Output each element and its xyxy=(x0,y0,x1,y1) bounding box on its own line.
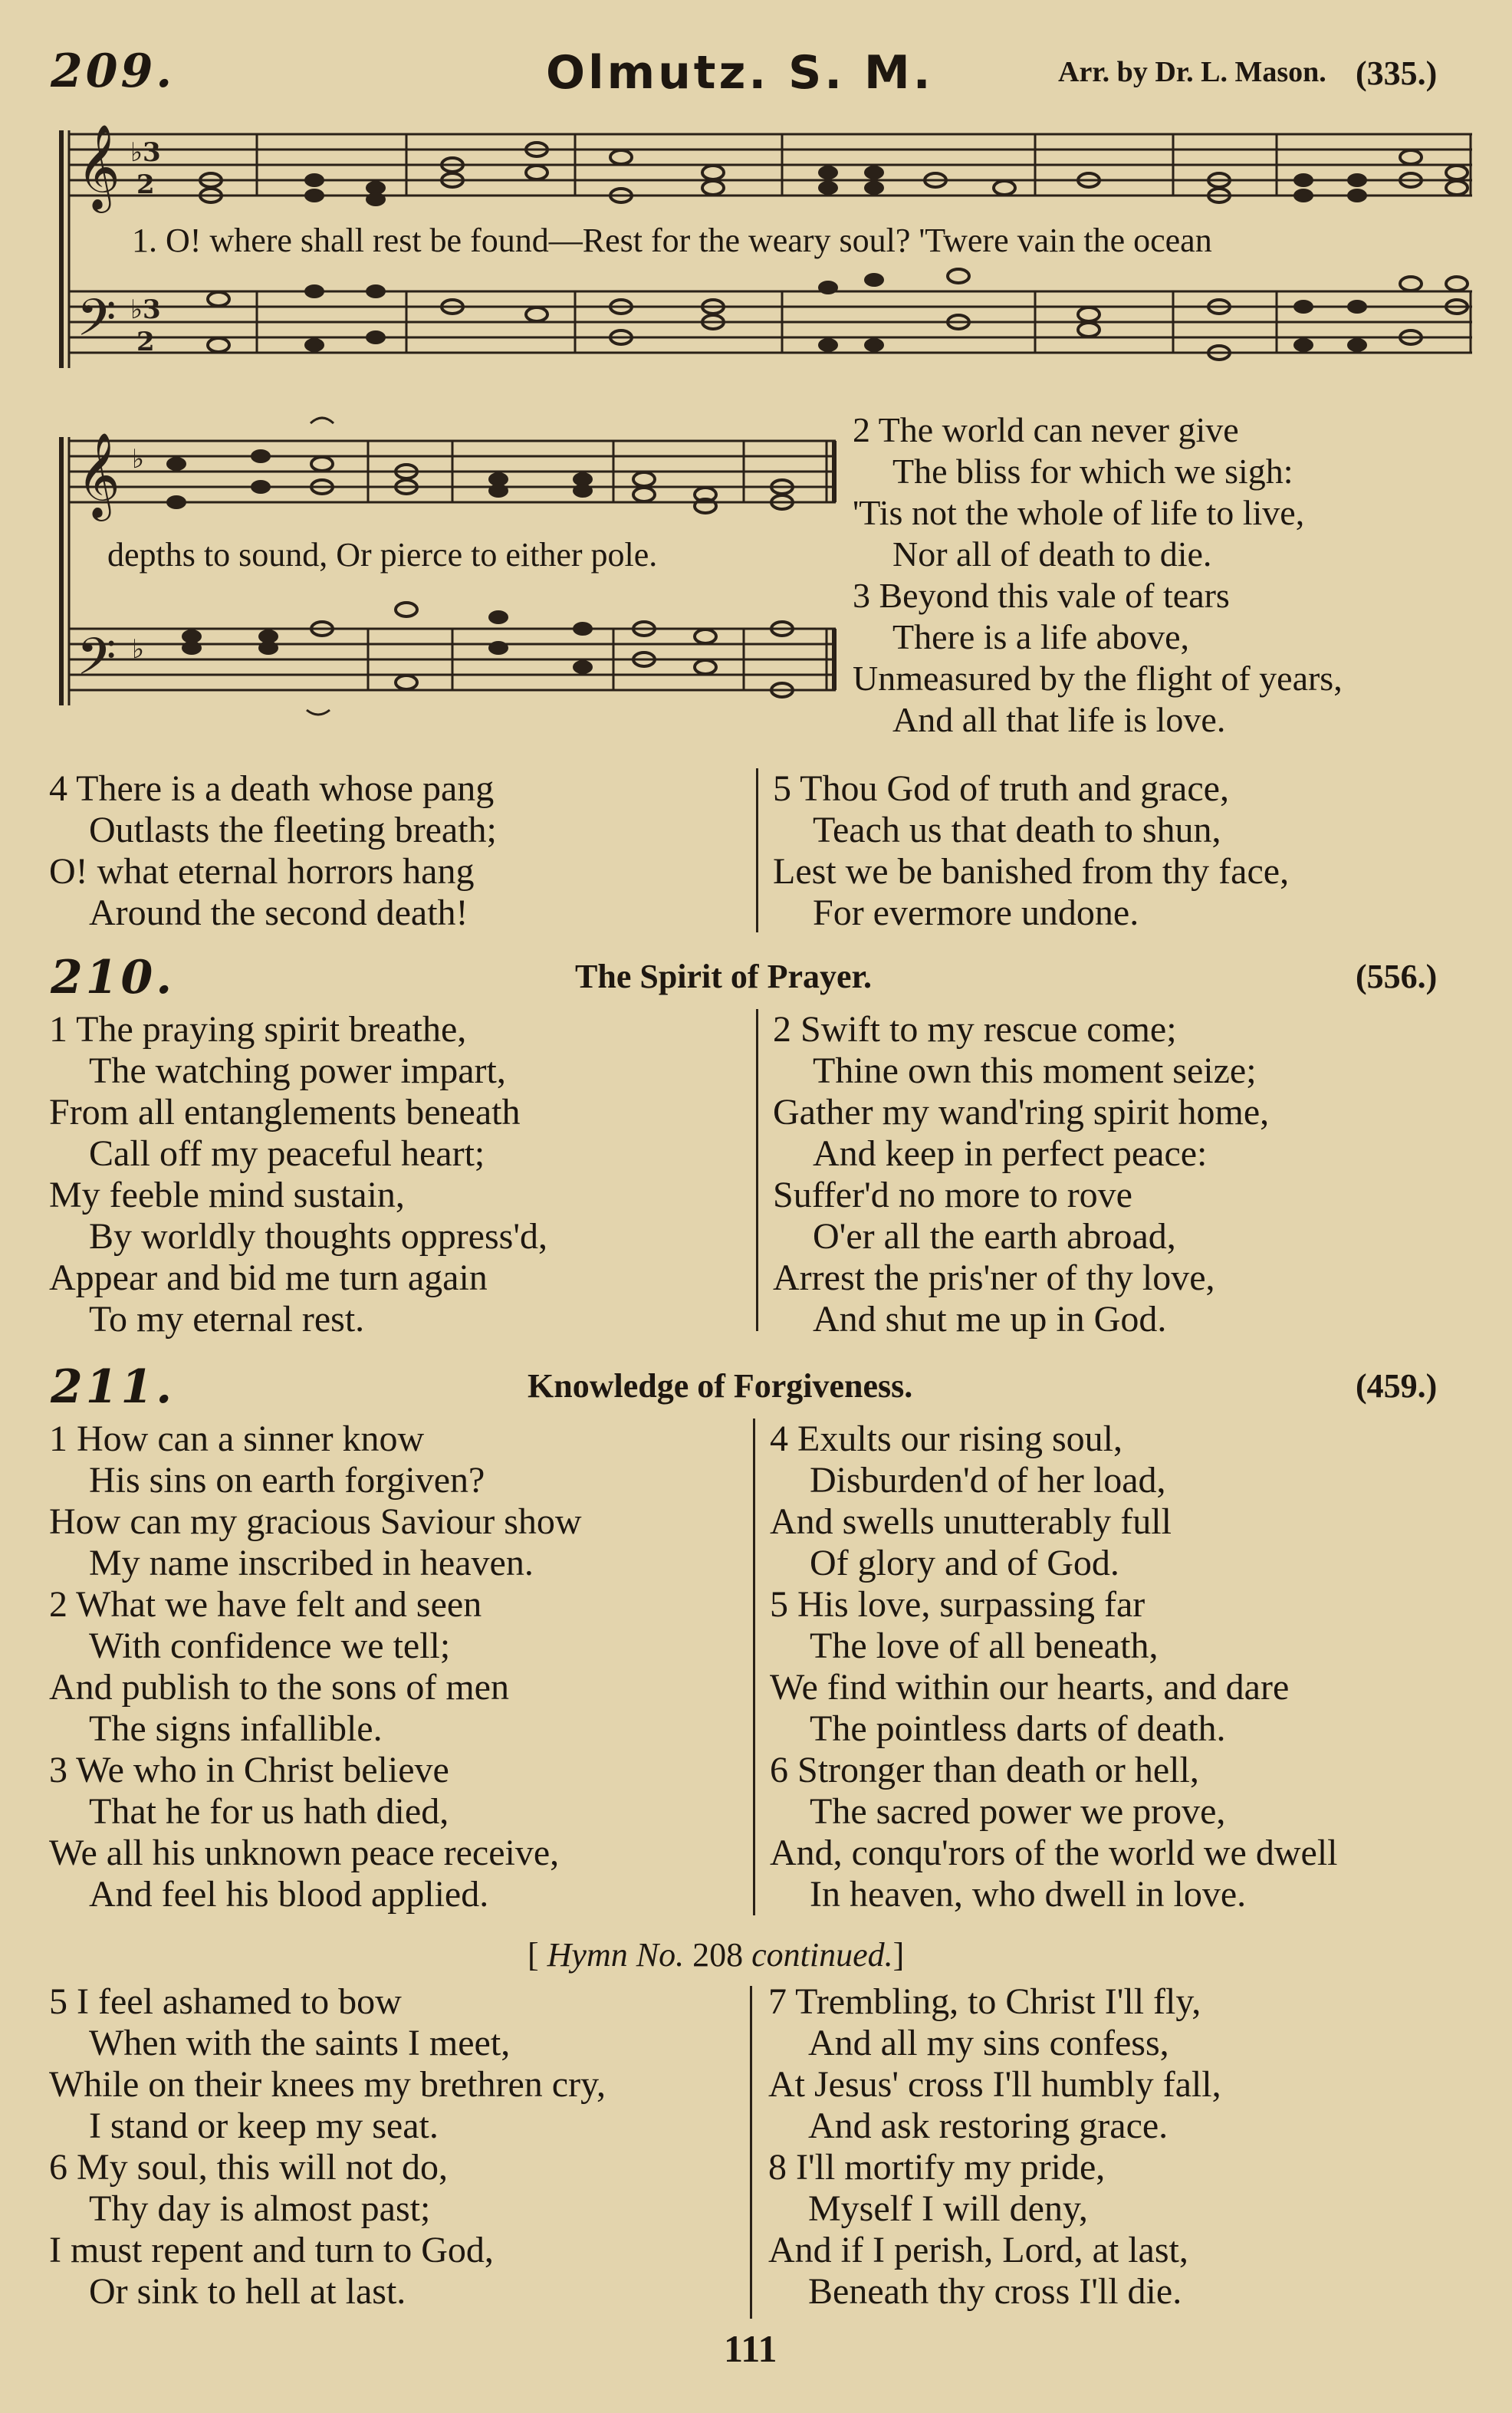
hymn-209-ref: (335.) xyxy=(1356,54,1438,92)
note-bracket-close: ] xyxy=(892,1936,905,1974)
note-bracket-open: [ xyxy=(528,1936,539,1974)
hymn-211-title: Knowledge of Forgiveness. xyxy=(528,1367,913,1405)
verse-line: O! what eternal horrors hang xyxy=(49,851,475,892)
verse-line: By worldly thoughts oppress'd, xyxy=(89,1216,547,1257)
verse-line: And, conqu'rors of the world we dwell xyxy=(770,1833,1338,1873)
verse-line: The love of all beneath, xyxy=(810,1626,1159,1666)
verse-line: And all that life is love. xyxy=(892,700,1226,739)
svg-text:2: 2 xyxy=(136,327,155,357)
hymn-208-left-column xyxy=(49,1981,606,2313)
verse-line: The sacred power we prove, xyxy=(810,1791,1226,1832)
svg-text:𝄢: 𝄢 xyxy=(77,288,117,360)
verse-line: Arrest the pris'ner of thy love, xyxy=(773,1257,1215,1298)
verse-line: 6 Stronger than death or hell, xyxy=(770,1750,1199,1790)
verse-line: In heaven, who dwell in love. xyxy=(810,1874,1247,1915)
svg-text:𝄞: 𝄞 xyxy=(77,432,120,518)
hymn-210-right-column xyxy=(773,1009,1269,1340)
verse-line: That he for us hath died, xyxy=(89,1791,449,1832)
hymn-208-right-column xyxy=(768,1981,1221,2313)
verse-line: 8 I'll mortify my pride, xyxy=(768,2147,1106,2188)
verse-line: And publish to the sons of men xyxy=(49,1667,509,1708)
verse-line: Call off my peaceful heart; xyxy=(89,1133,485,1174)
verse-line: And swells unutterably full xyxy=(770,1501,1172,1542)
verse-line: Suffer'd no more to rove xyxy=(773,1175,1132,1215)
verse-line: Nor all of death to die. xyxy=(892,534,1212,574)
verse-line: 1 How can a sinner know xyxy=(49,1419,425,1459)
verse-line: And if I perish, Lord, at last, xyxy=(768,2230,1188,2270)
svg-text:𝄞: 𝄞 xyxy=(77,123,120,209)
verse-line: My feeble mind sustain, xyxy=(49,1175,405,1215)
verse-line: We find within our hearts, and dare xyxy=(770,1667,1290,1708)
verse-line: 2 The world can never give xyxy=(853,410,1239,449)
verse-line: Beneath thy cross I'll die. xyxy=(808,2271,1182,2312)
verse-line: Myself I will deny, xyxy=(808,2188,1088,2229)
hymn-209-side-verses xyxy=(853,409,1343,741)
verse-line: 3 We who in Christ believe xyxy=(49,1750,449,1790)
hymn-211-ref: (459.) xyxy=(1356,1367,1438,1405)
verse-line: How can my gracious Saviour show xyxy=(49,1501,582,1542)
hymn-211-right-column xyxy=(770,1419,1337,1915)
svg-text:♭3: ♭3 xyxy=(130,294,161,325)
note-hymn-label: Hymn No. xyxy=(547,1936,685,1974)
hymn-209-number: 209. xyxy=(51,44,176,98)
hymn-208-continued-note xyxy=(528,1935,904,1974)
verse-line: And feel his blood applied. xyxy=(89,1874,489,1915)
verse-line: Lest we be banished from thy face, xyxy=(773,851,1290,892)
verse-line: With confidence we tell; xyxy=(89,1626,451,1666)
verse-line: Or sink to hell at last. xyxy=(89,2271,406,2312)
verse-line: I stand or keep my seat. xyxy=(89,2106,439,2146)
hymn-209-arranger: Arr. by Dr. L. Mason. xyxy=(1058,56,1326,88)
note-continued: continued. xyxy=(751,1936,893,1974)
verse-line: 6 My soul, this will not do, xyxy=(49,2147,449,2188)
verse-line: The watching power impart, xyxy=(89,1050,506,1091)
verse-line: 4 Exults our rising soul, xyxy=(770,1419,1123,1459)
verse-line: To my eternal rest. xyxy=(89,1299,365,1340)
svg-text:♭: ♭ xyxy=(132,634,145,665)
verse-line: Outlasts the fleeting breath; xyxy=(89,810,497,850)
verse-line: Unmeasured by the flight of years, xyxy=(853,659,1343,698)
verse-line: And keep in perfect peace: xyxy=(813,1133,1208,1174)
column-divider xyxy=(756,768,758,932)
column-divider xyxy=(750,1986,752,2319)
verse-line: At Jesus' cross I'll humbly fall, xyxy=(768,2064,1221,2105)
verse-line: Thine own this moment seize; xyxy=(813,1050,1257,1091)
verse-line: And ask restoring grace. xyxy=(808,2106,1169,2146)
verse-line: O'er all the earth abroad, xyxy=(813,1216,1176,1257)
hymn-211-left-column xyxy=(49,1419,582,1915)
verse-line: Teach us that death to shun, xyxy=(813,810,1221,850)
svg-text:𝄢: 𝄢 xyxy=(77,627,117,699)
verse-line: And all my sins confess, xyxy=(808,2023,1169,2063)
verse-line: There is a life above, xyxy=(892,617,1189,656)
verse-line: The signs infallible. xyxy=(89,1708,383,1749)
verse-line: Around the second death! xyxy=(89,893,468,933)
verse-line: And shut me up in God. xyxy=(813,1299,1167,1340)
verse-line: 2 What we have felt and seen xyxy=(49,1584,482,1625)
svg-text:2: 2 xyxy=(136,169,155,200)
hymn-210-title: The Spirit of Prayer. xyxy=(575,958,872,995)
verse-line: For evermore undone. xyxy=(813,893,1139,933)
verse-line: I must repent and turn to God, xyxy=(49,2230,494,2270)
verse-line: 3 Beyond this vale of tears xyxy=(853,576,1230,615)
column-divider xyxy=(753,1419,755,1915)
hymn-209-verse-4 xyxy=(49,768,497,934)
verse-line: Gather my wand'ring spirit home, xyxy=(773,1092,1270,1133)
verse-line: 1 The praying spirit breathe, xyxy=(49,1009,467,1050)
verse-line: Disburden'd of her load, xyxy=(810,1460,1166,1501)
svg-text:♭3: ♭3 xyxy=(130,137,161,168)
hymn-209-title: Olmutz. S. M. xyxy=(546,46,934,100)
hymn-211-number: 211. xyxy=(51,1360,176,1414)
hymn-209-verse-5 xyxy=(773,768,1289,934)
column-divider xyxy=(756,1009,758,1331)
verse-line: From all entanglements beneath xyxy=(49,1092,521,1133)
hymn-209-lyric-line-1: 1. O! where shall rest be found—Rest for the weary soul? 'Twere vain the ocean xyxy=(132,222,1212,259)
verse-line: His sins on earth forgiven? xyxy=(89,1460,485,1501)
verse-line: 5 His love, surpassing far xyxy=(770,1584,1146,1625)
verse-line: We all his unknown peace receive, xyxy=(49,1833,560,1873)
verse-line: 5 Thou God of truth and grace, xyxy=(773,768,1229,809)
hymn-210-left-column xyxy=(49,1009,547,1340)
verse-line: The bliss for which we sigh: xyxy=(892,452,1293,491)
verse-line: Of glory and of God. xyxy=(810,1543,1119,1583)
hymn-210-number: 210. xyxy=(51,951,176,1004)
verse-line: 7 Trembling, to Christ I'll fly, xyxy=(768,1981,1201,2022)
svg-text:♭: ♭ xyxy=(132,444,145,475)
note-hymn-number: 208 xyxy=(692,1936,744,1974)
hymn-209-lyric-line-2: depths to sound, Or pierce to either pole. xyxy=(107,536,658,574)
verse-line: The pointless darts of death. xyxy=(810,1708,1226,1749)
verse-line: Thy day is almost past; xyxy=(89,2188,431,2229)
verse-line: 5 I feel ashamed to bow xyxy=(49,1981,402,2022)
verse-line: My name inscribed in heaven. xyxy=(89,1543,534,1583)
hymn-210-ref: (556.) xyxy=(1356,958,1438,995)
page-number: 111 xyxy=(724,2327,777,2370)
verse-line: 2 Swift to my rescue come; xyxy=(773,1009,1177,1050)
verse-line: When with the saints I meet, xyxy=(89,2023,511,2063)
verse-line: While on their knees my brethren cry, xyxy=(49,2064,606,2105)
verse-line: 4 There is a death whose pang xyxy=(49,768,495,809)
verse-line: Appear and bid me turn again xyxy=(49,1257,488,1298)
verse-line: 'Tis not the whole of life to live, xyxy=(853,493,1305,532)
